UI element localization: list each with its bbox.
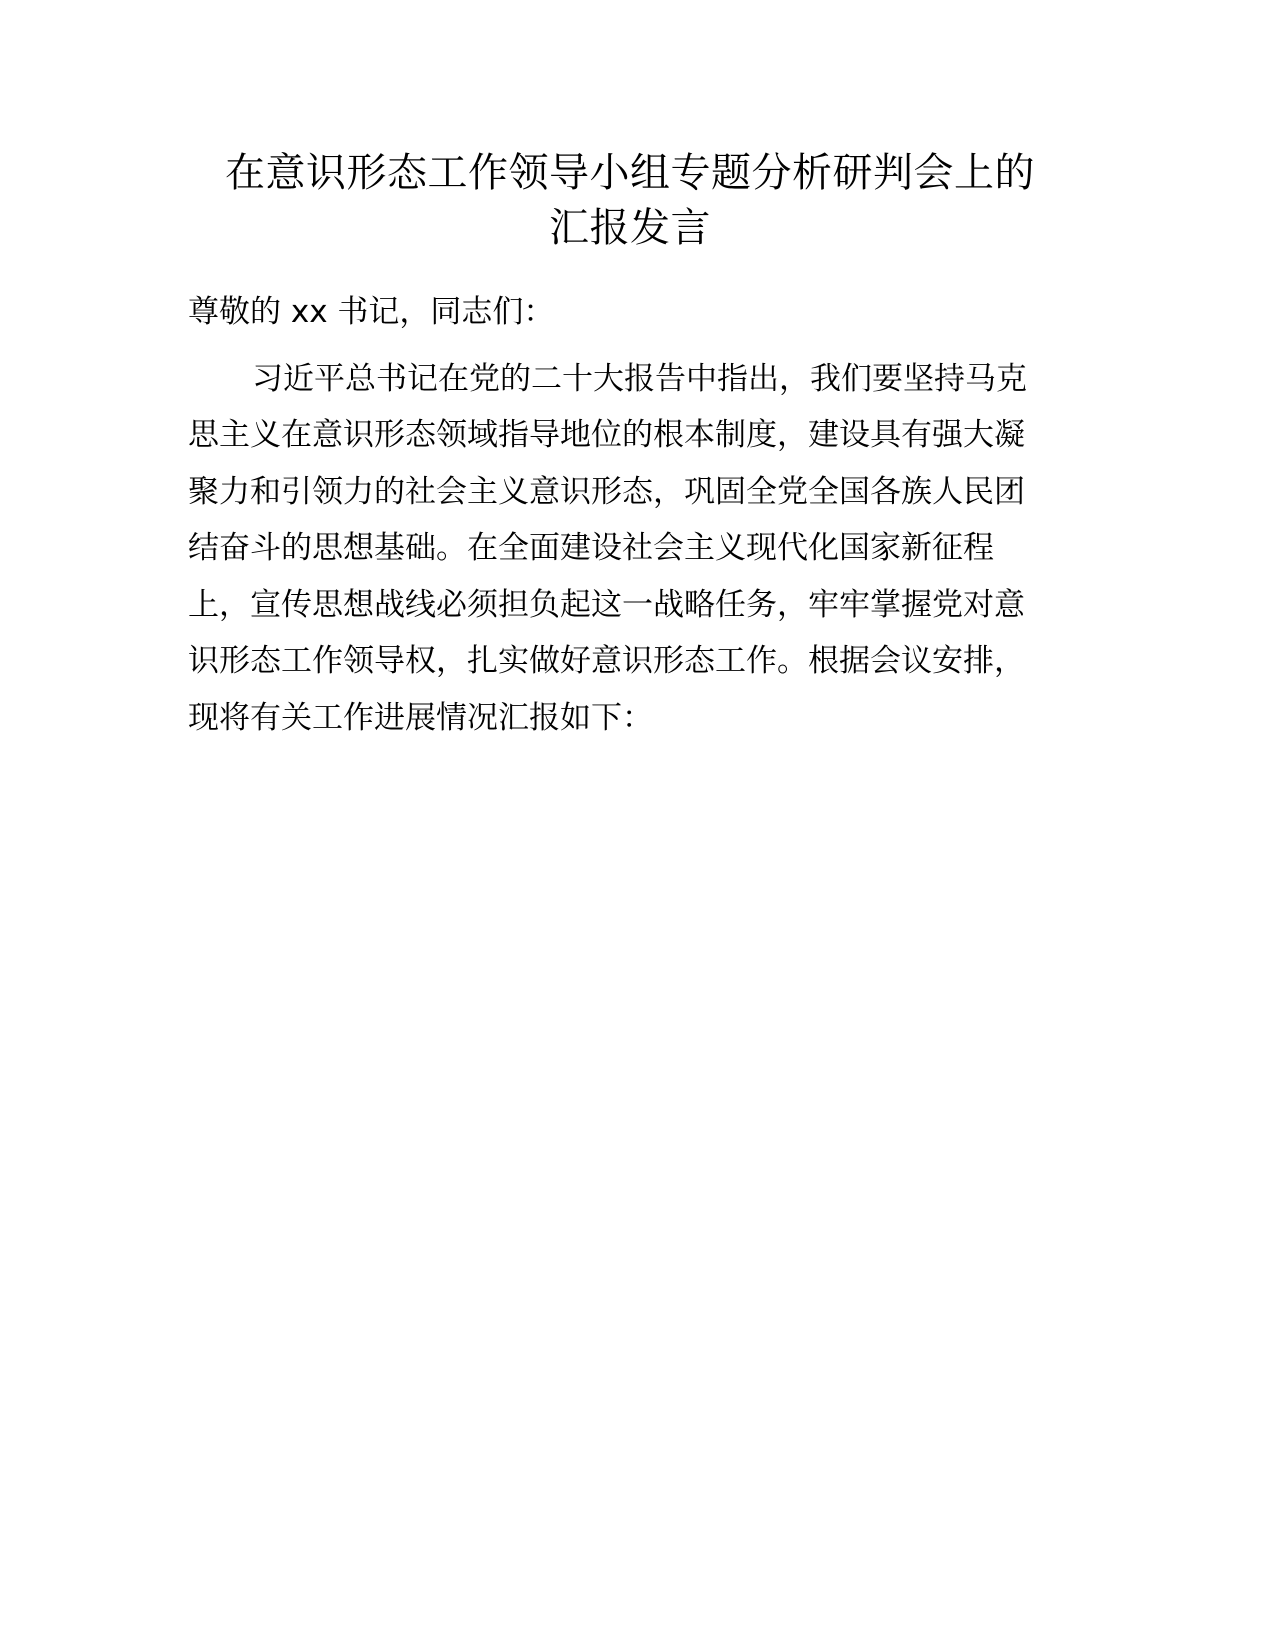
- paragraph-line: 识形态工作领导权，扎实做好意识形态工作。根据会议安排，: [188, 643, 1025, 679]
- paragraph-line: 习近平总书记在党的二十大报告中指出，我们要坚持马克: [252, 360, 1027, 397]
- document-body: [188, 284, 1098, 746]
- title-line: 在意识形态工作领导小组专题分析研判会上的: [225, 150, 1035, 196]
- paragraph-line: 现将有关工作进展情况汇报如下：: [188, 699, 653, 736]
- paragraph-line: 思主义在意识形态领域指导地位的根本制度，建设具有强大凝: [188, 417, 1025, 453]
- paragraph-line: 结奋斗的思想基础。在全面建设社会主义现代化国家新征程: [188, 530, 994, 566]
- paragraph-line: 上，宣传思想战线必须担负起这一战略任务，牢牢掌握党对意: [188, 586, 1025, 623]
- salutation: 尊敬的 xx 书记，同志们：: [188, 294, 555, 330]
- document-title: [180, 146, 1080, 256]
- title-line: 汇报发言: [549, 205, 711, 251]
- body-paragraph: [188, 351, 1098, 747]
- paragraph-line: 聚力和引领力的社会主义意识形态，巩固全党全国各族人民团: [188, 473, 1025, 510]
